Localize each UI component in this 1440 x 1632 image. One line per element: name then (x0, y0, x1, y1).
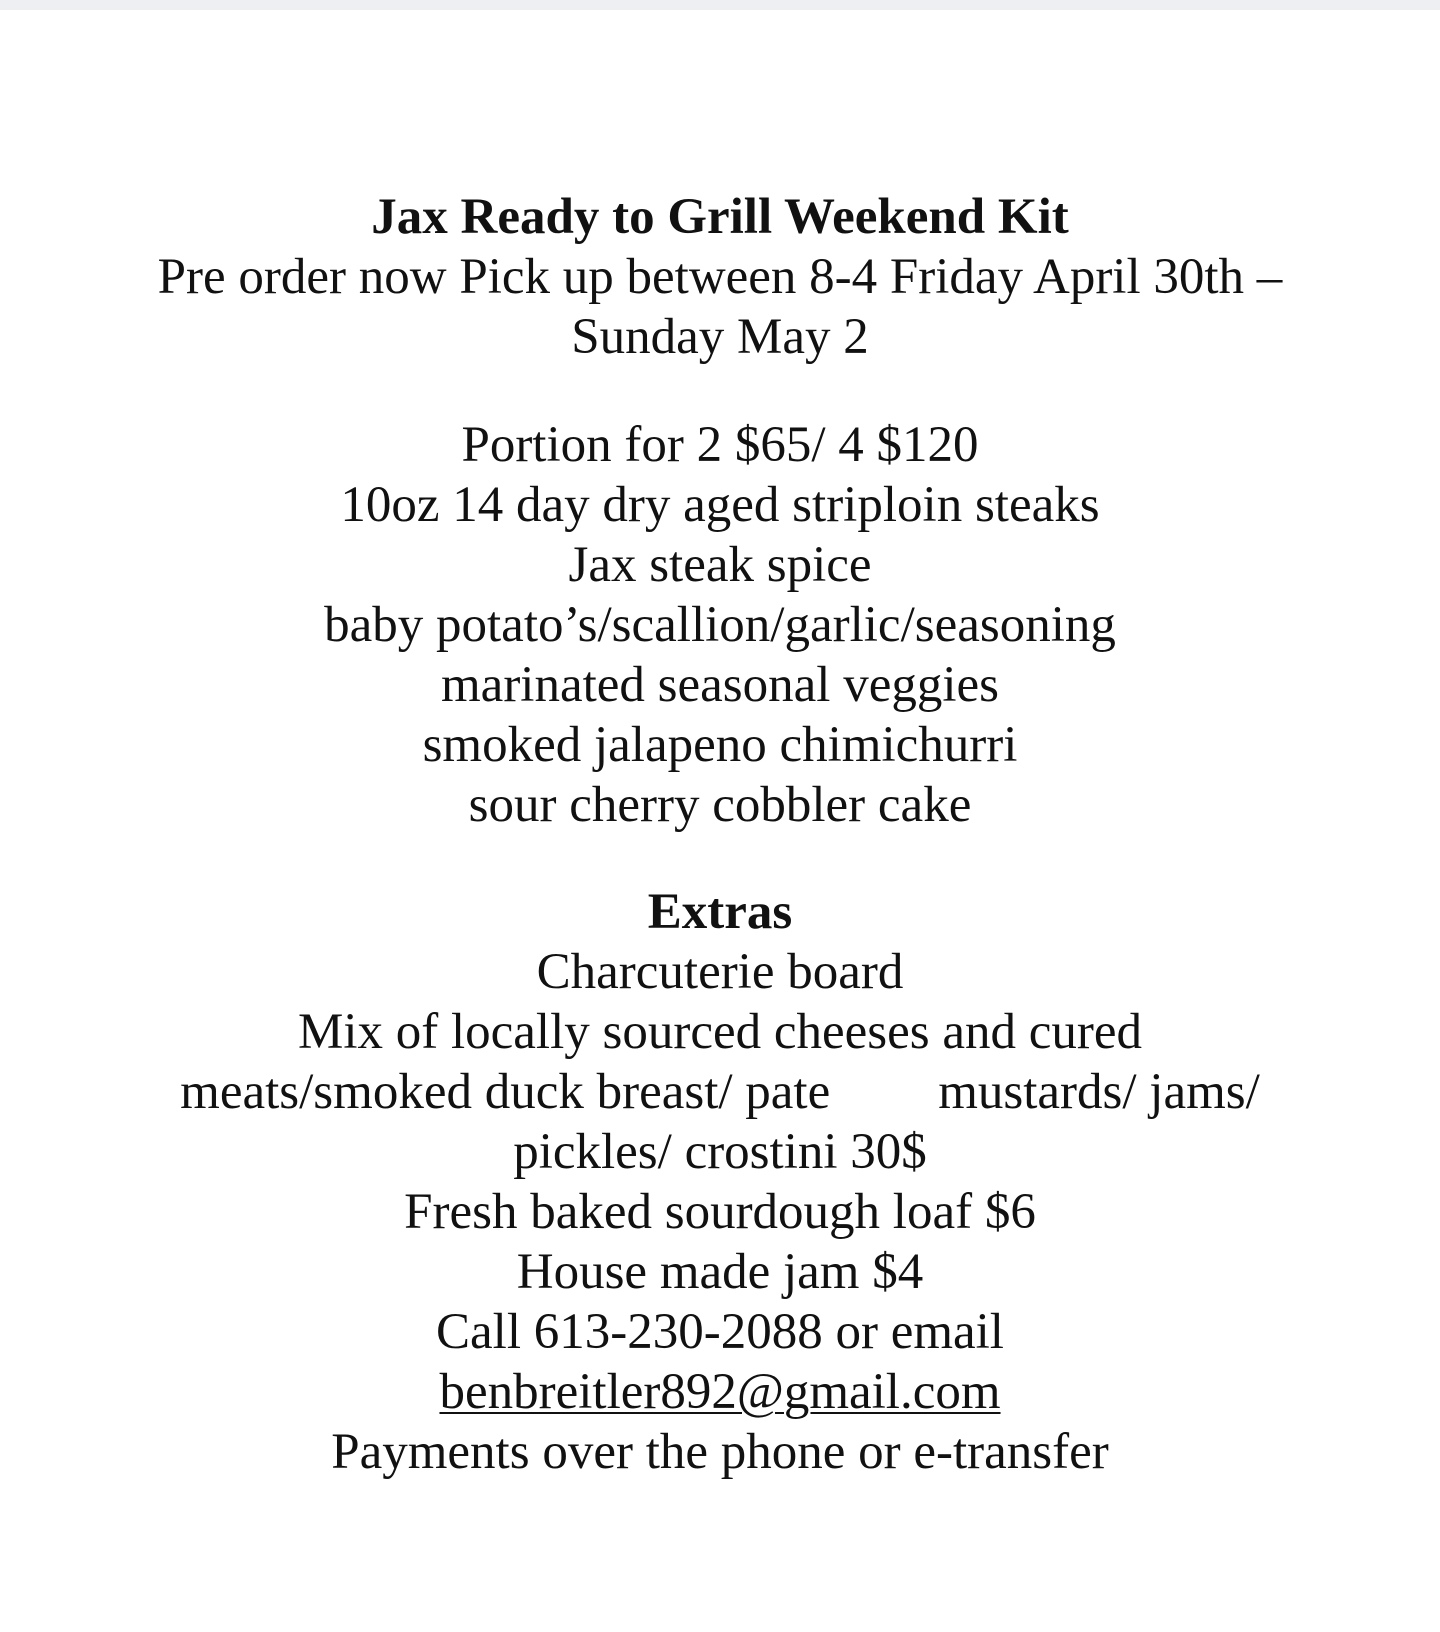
top-band (0, 0, 1440, 10)
sourdough-item: Fresh baked sourdough loaf $6 (404, 1184, 1036, 1240)
kit-item: Jax steak spice (568, 537, 872, 593)
kit-item: 10oz 14 day dry aged striploin steaks (340, 477, 1100, 533)
kit-item: marinated seasonal veggies (441, 657, 999, 713)
payments-line: Payments over the phone or e-transfer (331, 1424, 1109, 1480)
flyer-title: Jax Ready to Grill Weekend Kit (371, 189, 1069, 245)
charcuterie-title: Charcuterie board (536, 944, 904, 1000)
charcuterie-description-3: pickles/ crostini 30$ (513, 1124, 927, 1180)
email-link[interactable]: benbreitler892@gmail.com (439, 1364, 1001, 1420)
charcuterie-description-2 (0, 1061, 1440, 1123)
extras-heading: Extras (647, 884, 793, 940)
charcuterie-condiments: mustards/ jams/ (938, 1064, 1260, 1120)
kit-item: smoked jalapeno chimichurri (422, 717, 1018, 773)
portion-pricing: Portion for 2 $65/ 4 $120 (461, 417, 979, 473)
call-line: Call 613-230-2088 or email (436, 1304, 1004, 1360)
charcuterie-meats: meats/smoked duck breast/ pate (180, 1064, 831, 1120)
charcuterie-description-1: Mix of locally sourced cheeses and cured (297, 1004, 1142, 1060)
pickup-line-2: Sunday May 2 (571, 309, 869, 365)
kit-item: sour cherry cobbler cake (468, 777, 972, 833)
jam-item: House made jam $4 (516, 1244, 924, 1300)
pickup-line-1: Pre order now Pick up between 8-4 Friday April 30th – (157, 249, 1283, 305)
kit-item: baby potato’s/scallion/garlic/seasoning (324, 597, 1116, 653)
email-line (0, 1361, 1440, 1423)
